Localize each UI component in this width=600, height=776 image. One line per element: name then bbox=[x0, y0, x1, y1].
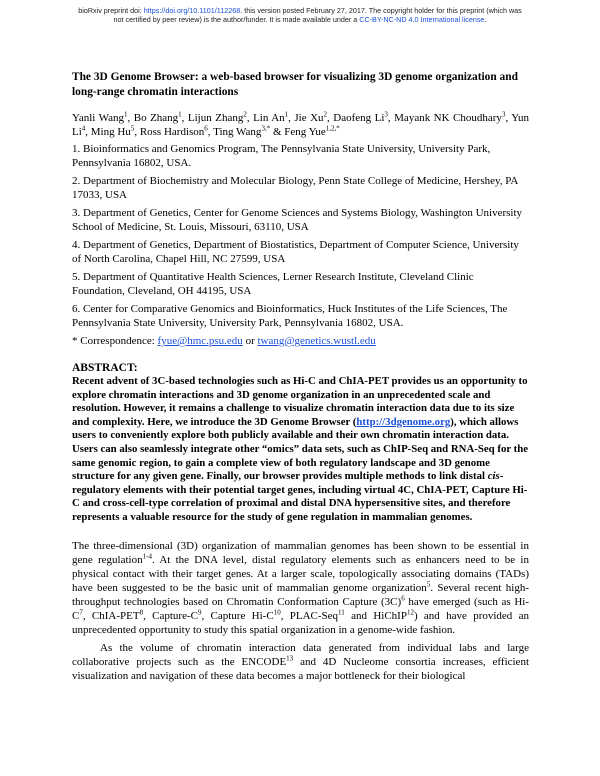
author: Ross Hardison$^6$ bbox=[139, 124, 208, 138]
affiliation-3: 3. Department of Genetics, Center for Genome Sciences and Systems Biology, Washington University School of Medicine, St. Louis, Missouri, 63110, USA bbox=[72, 207, 523, 233]
email-link-fyue[interactable]: fyue@hmc.psu.edu bbox=[157, 335, 243, 347]
preprint-notice-line2 bbox=[0, 15, 600, 24]
author: Daofeng Li$^3$ bbox=[333, 110, 388, 124]
correspondence-label: * Correspondence: bbox=[72, 335, 158, 347]
body-paragraph-2: As the volume of chromatin interaction data generated from individual labs and large collaborative projects such as the ENCODE$^{13}$ and 4D Nucleome consortia increases, efficient visualization and navigation of these data becomes a major bottleneck for their biological bbox=[72, 641, 529, 682]
paper-title: The 3D Genome Browser: a web-based browser for visualizing 3D genome organization and long-range chromatin interactions bbox=[72, 71, 518, 98]
author: Ming Hu$^5$ bbox=[90, 124, 135, 138]
correspondence: * Correspondence: fyue@hmc.psu.edu or twang@genetics.wustl.edu bbox=[72, 335, 376, 347]
author: Bo Zhang$^1$ bbox=[133, 110, 182, 124]
affiliation-4: 4. Department of Genetics, Department of Biostatistics, Department of Computer Science, University of North Carolina, Chapel Hill, NC 27599, USA bbox=[72, 239, 519, 265]
author: Yanli Wang$^1$ bbox=[72, 110, 128, 124]
preprint-notice bbox=[0, 6, 600, 24]
affiliation-5: 5. Department of Quantitative Health Sciences, Lerner Research Institute, Cleveland Clinic Foundation, Cleveland, OH 44195, USA bbox=[72, 271, 474, 297]
license-link[interactable]: CC-BY-NC-ND 4.0 International license bbox=[359, 15, 485, 24]
preprint-version-text: . this version posted February 27, 2017. The copyright holder for this preprint (which was bbox=[240, 6, 522, 15]
author: Feng Yue$^{1,2,*}$ bbox=[284, 124, 340, 138]
body-paragraph-1: The three-dimensional (3D) organization of mammalian genomes has been shown to be essential in gene regulation$^{1-4}$. At the DNA level, distal regulatory elements such as enhancers need to be in physical contact with their target genes. At a larger scale, topologically associating domains (TADs) have been suggested to be the basic unit of mammalian genome organization$^5$. Several recent high-throughput technologies based on Chromatin Conformation Capture $(3C)^6$ have emerged (such as $Hi-C^7$, ChIA-PET$^8$, Capture-$C^9$, Capture $Hi-C^{10}$, PLAC-Seq$^{11}$ and HiChIP$^{12}$) and have provided an unprecedented opportunity to study this spatial organization in a genome-wide fashion. bbox=[72, 539, 530, 636]
author: Lijun Zhang$^2$ bbox=[187, 110, 247, 124]
3dgenome-link[interactable]: http://3dgenome.org bbox=[356, 415, 451, 428]
author: Yun Li$^4$ bbox=[72, 112, 529, 138]
author: Mayank NK Choudhary$^3$ bbox=[394, 110, 506, 124]
email-link-twang[interactable]: twang@genetics.wustl.edu bbox=[257, 335, 376, 347]
author: Ting Wang$^{3,*}$ bbox=[213, 124, 271, 138]
preprint-doi-label: bioRxiv preprint doi: bbox=[78, 6, 144, 15]
doi-link[interactable]: https://doi.org/10.1101/112268 bbox=[143, 6, 241, 15]
paper-content bbox=[72, 70, 529, 687]
affiliation-2: 2. Department of Biochemistry and Molecular Biology, Penn State College of Medicine, Hershey, PA 17033, USA bbox=[72, 175, 518, 201]
preprint-license-end: . bbox=[484, 15, 487, 24]
author-list: Yanli Wang$^1$, Bo Zhang$^1$, Lijun Zhang$^2$, Lin An$^1$, Jie Xu$^2$, Daofeng Li$^3$, Mayank NK Choudhary$^3$, Yun Li$^4$, Ming Hu$^5$, Ross Hardison$^6$, Ting Wang$^{3,*}$ & Feng Yue$^{1,2,*}$ bbox=[72, 110, 529, 138]
author: Lin An$^1$ bbox=[253, 110, 289, 124]
preprint-license-text: not certified by peer review) is the author/funder. It is made available under a bbox=[113, 15, 360, 24]
abstract-text: Recent advent of 3C-based technologies such as Hi-C and ChIA-PET provides us an opportunity to explore chromatin interactions and 3D genome organization in an unprecedented scale and resolution. However, it remains a challenge to visualize chromatin interaction data due to its size and complexity. Here, we introduce the 3D Genome Browser (http://3dgenome.org), which allows users to conveniently explore both publicly available and their own chromatin interaction data. Users can also seamlessly integrate other “omics” data sets, such as ChIP-Seq and RNA-Seq for the same genomic region, to gain a complete view of both regulatory landscape and 3D genome structure for any given gene. Finally, our browser provides multiple methods to link distal cis-regulatory elements with their potential target genes, including virtual 4C, ChIA-PET, Capture Hi-C and cross-cell-type correlation of proximal and distal DNA hypersensitive sites, and therefore represents a valuable resource for the study of gene regulation in mammalian genomes. bbox=[72, 375, 529, 523]
affiliation-1: 1. Bioinformatics and Genomics Program, The Pennsylvania State University, University Park, Pennsylvania 16802, USA. bbox=[72, 143, 491, 169]
affiliation-6: 6. Center for Comparative Genomics and Bioinformatics, Huck Institutes of the Life Sciences, The Pennsylvania State University, University Park, Pennsylvania 16802, USA. bbox=[72, 303, 508, 329]
author: Jie Xu$^2$ bbox=[294, 110, 328, 124]
preprint-notice-line1 bbox=[0, 6, 600, 15]
abstract-heading: ABSTRACT: bbox=[72, 362, 138, 374]
